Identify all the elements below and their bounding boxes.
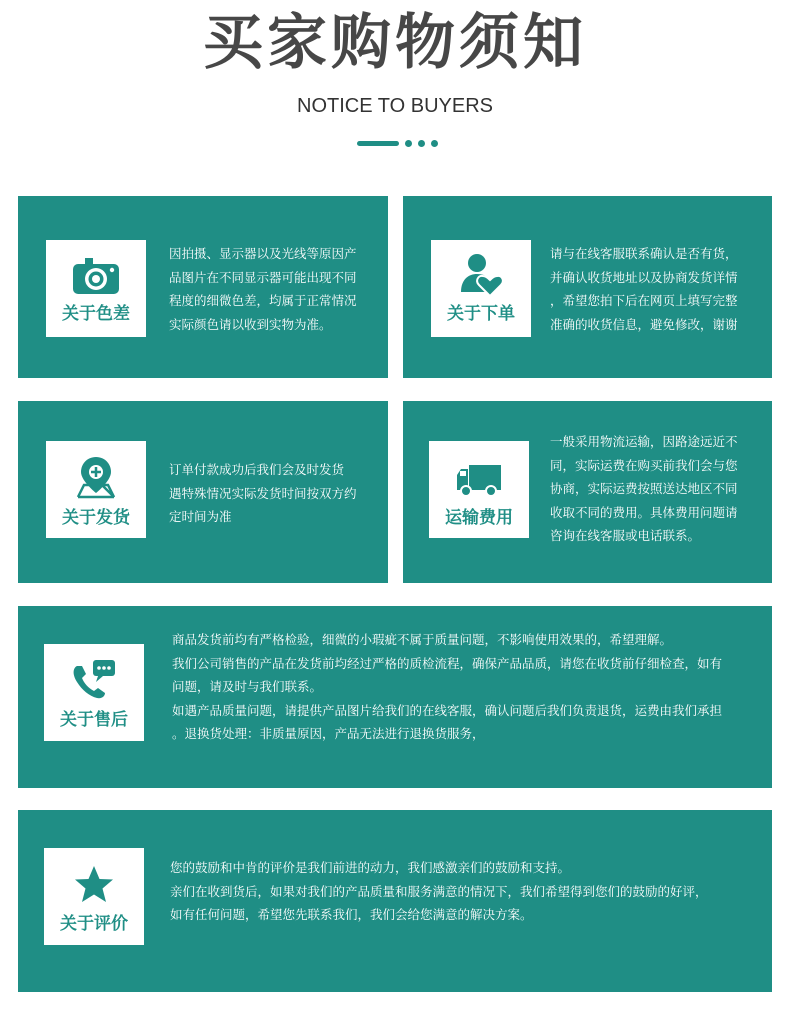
card-review <box>44 848 144 945</box>
title-divider <box>357 139 437 147</box>
card-label: 关于色差 <box>62 304 130 324</box>
card-label: 关于评价 <box>60 914 128 934</box>
order-text <box>550 242 738 336</box>
text-line: 实际颜色请以收到实物为准。 <box>169 316 332 332</box>
text-line: 亲们在收到货后，如果对我们的产品质量和服务满意的情况下，我们希望得到您们的鼓励的好评， <box>170 883 708 899</box>
panel-order <box>403 196 772 378</box>
text-line: 我们公司销售的产品在发货前均经过严格的质检流程，确保产品品质，请您在收货前仔细检查，如有 <box>172 655 723 671</box>
card-freight <box>429 441 529 538</box>
card-label: 关于发货 <box>62 508 130 528</box>
panel-after-sales <box>18 606 772 788</box>
panel-color-difference <box>18 196 388 378</box>
text-line: 同，实际运费在购买前我们会与您 <box>550 457 738 473</box>
text-line: 问题，请及时与我们联系。 <box>172 679 323 694</box>
text-line: 并确认收货地址以及协商发货详情 <box>550 269 738 285</box>
text-line: 商品发货前均有严格检验，细微的小瑕疵不属于质量问题，不影响使用效果的，希望理解。 <box>172 632 673 647</box>
text-line: 。退换货处理：非质量原因，产品无法进行退换货服务， <box>172 726 485 741</box>
phone-chat-icon <box>71 658 117 700</box>
page-title: 买家购物须知 <box>203 8 587 78</box>
panel-shipping <box>18 401 388 583</box>
panel-review <box>18 810 772 992</box>
user-heart-icon <box>459 252 503 298</box>
text-line: 准确的收货信息，避免修改，谢谢 <box>550 316 738 332</box>
truck-icon <box>455 463 503 497</box>
after-sales-text <box>172 628 722 746</box>
freight-text <box>550 430 738 548</box>
text-line: 一般采用物流运输，因路途远近不 <box>550 434 738 449</box>
card-shipping <box>46 441 146 538</box>
camera-icon <box>71 256 121 296</box>
page-subtitle: NOTICE TO BUYERS <box>297 95 493 117</box>
star-icon <box>72 864 116 906</box>
text-line: 品图片在不同显示器可能出现不同 <box>169 269 357 285</box>
card-label: 关于售后 <box>60 710 128 730</box>
text-line: 定时间为准 <box>169 509 232 524</box>
location-icon <box>76 455 116 499</box>
color-difference-text <box>169 242 357 336</box>
review-text <box>170 856 708 927</box>
shipping-text <box>169 458 357 529</box>
card-label: 关于下单 <box>447 304 515 324</box>
panel-freight <box>403 401 772 583</box>
text-line: 因拍摄、显示器以及光线等原因产 <box>169 246 357 261</box>
text-line: 订单付款成功后我们会及时发货 <box>169 462 345 477</box>
text-line: ，希望您拍下后在网页上填写完整 <box>550 293 738 308</box>
card-color-difference <box>46 240 146 337</box>
card-after-sales <box>44 644 144 741</box>
card-order <box>431 240 531 337</box>
text-line: 程度的细微色差，均属于正常情况 <box>169 293 357 308</box>
text-line: 如遇产品质量问题，请提供产品图片给我们的在线客服，确认问题后我们负责退货，运费由我们承担 <box>172 702 723 718</box>
text-line: 如有任何问题，希望您先联系我们，我们会给您满意的解决方案。 <box>170 907 533 922</box>
text-line: 您的鼓励和中肯的评价是我们前进的动力，我们感激亲们的鼓励和支持。 <box>170 860 571 875</box>
divider-dot <box>418 140 425 147</box>
divider-dot <box>431 140 438 147</box>
text-line: 请与在线客服联系确认是否有货， <box>550 246 738 261</box>
text-line: 咨询在线客服或电话联系。 <box>550 528 701 543</box>
divider-bar <box>357 141 399 146</box>
text-line: 协商，实际运费按照送达地区不同 <box>550 481 738 496</box>
text-line: 收取不同的费用。具体费用问题请 <box>550 504 738 520</box>
text-line: 遇特殊情况实际发货时间按双方约 <box>169 485 357 501</box>
card-label: 运输费用 <box>445 508 513 528</box>
divider-dot <box>405 140 412 147</box>
